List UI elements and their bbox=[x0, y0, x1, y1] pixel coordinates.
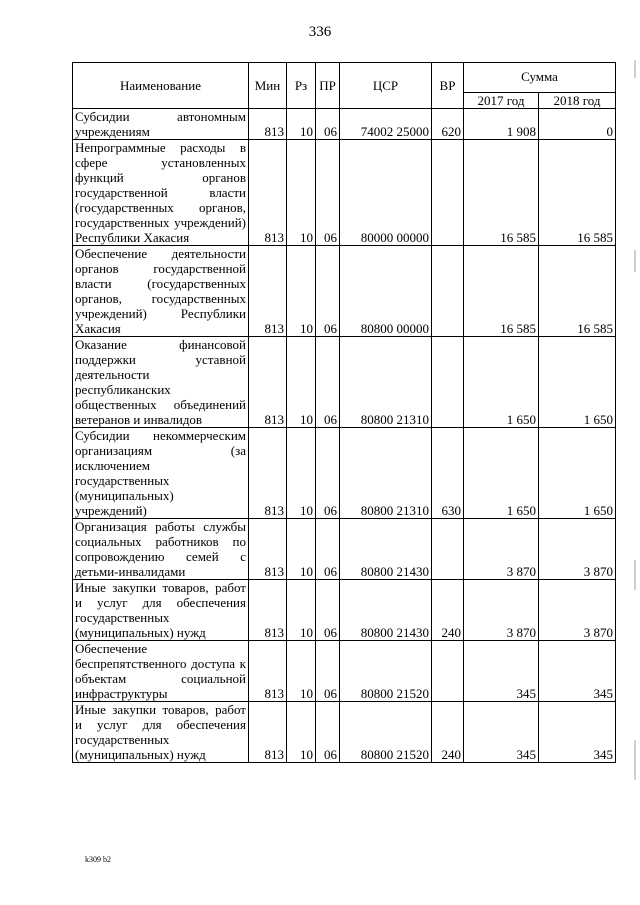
table-row bbox=[73, 246, 616, 337]
header-vr: ВР bbox=[432, 63, 464, 109]
cell-rz: 10 bbox=[287, 580, 316, 641]
cell-csr: 80800 21310 bbox=[340, 337, 432, 428]
cell-vr: 240 bbox=[432, 580, 464, 641]
page-number: 336 bbox=[308, 24, 332, 40]
cell-rz: 10 bbox=[287, 702, 316, 763]
cell-name: Непрограммные расходы в сфере установленных функций органов государственной власти (государственных органов, государственных учреждений) Республики Хакасия bbox=[73, 140, 249, 246]
cell-rz: 10 bbox=[287, 519, 316, 580]
cell-vr bbox=[432, 140, 464, 246]
cell-sum-2017: 1 650 bbox=[464, 337, 539, 428]
table-row bbox=[73, 519, 616, 580]
cell-sum-2017: 16 585 bbox=[464, 140, 539, 246]
cell-sum-2018: 0 bbox=[539, 109, 616, 140]
cell-pr: 06 bbox=[316, 246, 340, 337]
cell-sum-2018: 345 bbox=[539, 641, 616, 702]
cell-min: 813 bbox=[249, 140, 287, 246]
cell-csr: 80800 21520 bbox=[340, 702, 432, 763]
cell-sum-2017: 1 650 bbox=[464, 428, 539, 519]
cell-vr: 620 bbox=[432, 109, 464, 140]
cell-min: 813 bbox=[249, 428, 287, 519]
header-pr: ПР bbox=[316, 63, 340, 109]
table-row bbox=[73, 641, 616, 702]
cell-vr bbox=[432, 337, 464, 428]
cell-vr bbox=[432, 246, 464, 337]
cell-min: 813 bbox=[249, 109, 287, 140]
header-sum bbox=[464, 63, 616, 93]
cell-vr bbox=[432, 641, 464, 702]
scan-edge-mark bbox=[634, 250, 636, 272]
cell-min: 813 bbox=[249, 246, 287, 337]
header-name: Наименование bbox=[73, 63, 249, 109]
cell-pr: 06 bbox=[316, 580, 340, 641]
cell-csr: 80800 21310 bbox=[340, 428, 432, 519]
footer-code: k309 b2 bbox=[85, 855, 111, 864]
cell-csr: 80000 00000 bbox=[340, 140, 432, 246]
cell-name: Обеспечение деятельности органов государственной власти (государственных органов, государственных учреждений) Республики Хакасия bbox=[73, 246, 249, 337]
header-year-2018: 2018 год bbox=[539, 93, 616, 109]
cell-name: Обеспечение беспрепятственного доступа к объектам социальной инфраструктуры bbox=[73, 641, 249, 702]
scan-edge-mark bbox=[634, 560, 636, 590]
cell-pr: 06 bbox=[316, 519, 340, 580]
cell-sum-2018: 1 650 bbox=[539, 337, 616, 428]
cell-sum-2018: 16 585 bbox=[539, 140, 616, 246]
cell-name: Субсидии автономным учреждениям bbox=[73, 109, 249, 140]
cell-sum-2018: 3 870 bbox=[539, 519, 616, 580]
cell-pr: 06 bbox=[316, 140, 340, 246]
cell-rz: 10 bbox=[287, 140, 316, 246]
cell-sum-2018: 3 870 bbox=[539, 580, 616, 641]
header-csr: ЦСР bbox=[340, 63, 432, 109]
table-row bbox=[73, 580, 616, 641]
header-year-2017: 2017 год bbox=[464, 93, 539, 109]
header-rz: Рз bbox=[287, 63, 316, 109]
table-row bbox=[73, 140, 616, 246]
cell-csr: 80800 21520 bbox=[340, 641, 432, 702]
cell-min: 813 bbox=[249, 702, 287, 763]
header-min: Мин bbox=[249, 63, 287, 109]
cell-rz: 10 bbox=[287, 428, 316, 519]
scan-edge-mark bbox=[634, 60, 636, 78]
cell-vr bbox=[432, 519, 464, 580]
cell-csr: 74002 25000 bbox=[340, 109, 432, 140]
cell-sum-2017: 3 870 bbox=[464, 580, 539, 641]
cell-pr: 06 bbox=[316, 428, 340, 519]
table-row bbox=[73, 428, 616, 519]
cell-min: 813 bbox=[249, 580, 287, 641]
cell-csr: 80800 21430 bbox=[340, 519, 432, 580]
cell-sum-2017: 345 bbox=[464, 702, 539, 763]
cell-name: Субсидии некоммерческим организациям (за исключением государственных (муниципальных) учреждений) bbox=[73, 428, 249, 519]
cell-min: 813 bbox=[249, 519, 287, 580]
header-sum-label: Сумма bbox=[521, 69, 558, 84]
cell-pr: 06 bbox=[316, 109, 340, 140]
cell-min: 813 bbox=[249, 641, 287, 702]
cell-sum-2018: 345 bbox=[539, 702, 616, 763]
scan-edge-mark bbox=[634, 740, 636, 780]
cell-sum-2017: 345 bbox=[464, 641, 539, 702]
table-row bbox=[73, 702, 616, 763]
cell-rz: 10 bbox=[287, 246, 316, 337]
cell-rz: 10 bbox=[287, 337, 316, 428]
cell-pr: 06 bbox=[316, 337, 340, 428]
cell-csr: 80800 21430 bbox=[340, 580, 432, 641]
cell-name: Оказание финансовой поддержки уставной деятельности республиканских общественных объединений ветеранов и инвалидов bbox=[73, 337, 249, 428]
cell-name: Иные закупки товаров, работ и услуг для обеспечения государственных (муниципальных) нужд bbox=[73, 702, 249, 763]
cell-name: Иные закупки товаров, работ и услуг для обеспечения государственных (муниципальных) нужд bbox=[73, 580, 249, 641]
cell-rz: 10 bbox=[287, 109, 316, 140]
table-row bbox=[73, 109, 616, 140]
cell-sum-2017: 3 870 bbox=[464, 519, 539, 580]
cell-pr: 06 bbox=[316, 702, 340, 763]
cell-sum-2018: 16 585 bbox=[539, 246, 616, 337]
cell-csr: 80800 00000 bbox=[340, 246, 432, 337]
cell-sum-2018: 1 650 bbox=[539, 428, 616, 519]
cell-min: 813 bbox=[249, 337, 287, 428]
cell-vr: 630 bbox=[432, 428, 464, 519]
cell-rz: 10 bbox=[287, 641, 316, 702]
cell-vr: 240 bbox=[432, 702, 464, 763]
cell-sum-2017: 16 585 bbox=[464, 246, 539, 337]
table-row bbox=[73, 337, 616, 428]
cell-name: Организация работы службы социальных работников по сопровождению семей с детьми-инвалидами bbox=[73, 519, 249, 580]
cell-pr: 06 bbox=[316, 641, 340, 702]
cell-sum-2017: 1 908 bbox=[464, 109, 539, 140]
budget-table bbox=[72, 62, 616, 763]
